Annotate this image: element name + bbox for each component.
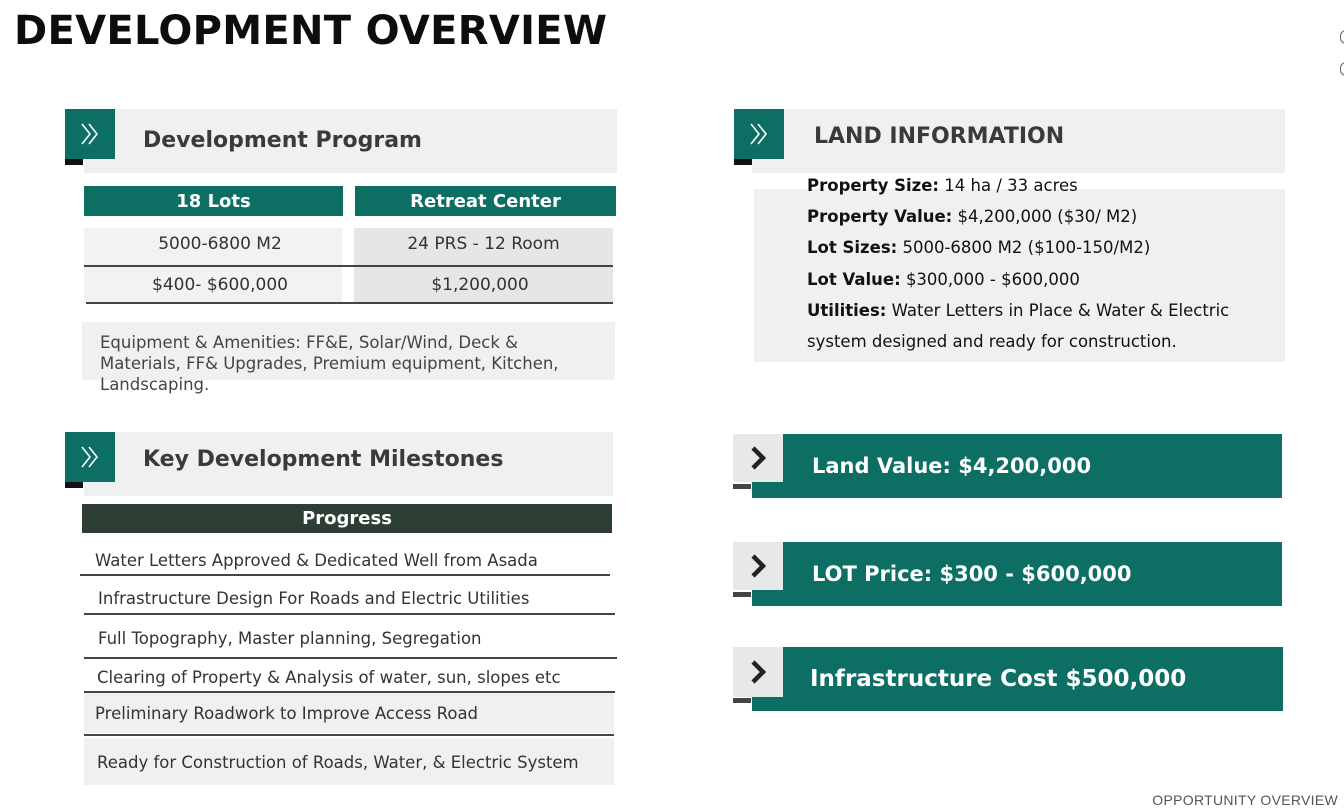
- table-rule: [86, 302, 613, 304]
- banner-chevron-box: [733, 434, 783, 482]
- double-chevron-icon: [76, 120, 104, 148]
- land-label: Utilities:: [807, 301, 887, 320]
- land-label: Property Value:: [807, 207, 953, 226]
- milestones-tick: [65, 482, 83, 488]
- program-cell: $400- $600,000: [152, 275, 288, 295]
- amenities-text: Equipment & Amenities: FF&E, Solar/Wind, Deck & Materials, FF& Upgrades, Premium equipment, Kitchen, Landscaping.: [82, 322, 615, 380]
- lot-price-banner: [752, 542, 1282, 606]
- land-value: 14 ha / 33 acres: [944, 176, 1078, 195]
- program-icon-box: [65, 109, 115, 159]
- banner-tick: [733, 484, 751, 489]
- program-cell: $1,200,000: [431, 275, 529, 295]
- program-col-header: 18 Lots: [84, 186, 343, 216]
- program-title: Development Program: [143, 128, 422, 153]
- milestone-rule: [84, 734, 614, 736]
- milestones-title: Key Development Milestones: [143, 447, 504, 472]
- chevron-right-icon: [747, 445, 769, 471]
- land-value: Water Letters in Place & Water & Electric: [891, 301, 1230, 320]
- banner-text: Infrastructure Cost $500,000: [810, 666, 1187, 692]
- land-utilities-continued: system designed and ready for construction.: [807, 332, 1177, 351]
- program-cell: 5000-6800 M2: [158, 234, 282, 254]
- land-label: Property Size:: [807, 176, 940, 195]
- milestone-rule: [84, 613, 615, 615]
- banner-text: LOT Price: $300 - $600,000: [812, 562, 1132, 586]
- footer-label: OPPORTUNITY OVERVIEW: [1152, 792, 1338, 808]
- edge-bracket: [1340, 30, 1344, 44]
- land-item-property-value: [807, 207, 1137, 226]
- land-title: LAND INFORMATION: [814, 124, 1065, 149]
- land-tick: [734, 159, 752, 165]
- land-value: 5000-6800 M2 ($100-150/M2): [902, 238, 1151, 257]
- banner-tick: [733, 698, 751, 703]
- land-item-lot-sizes: [807, 238, 1150, 257]
- infrastructure-cost-banner: [752, 647, 1283, 711]
- milestone-item: Preliminary Roadwork to Improve Access Road: [95, 703, 479, 723]
- land-value: $300,000 - $600,000: [905, 270, 1080, 289]
- milestones-icon-box: [65, 432, 115, 482]
- land-value: $4,200,000 ($30/ M2): [957, 207, 1138, 226]
- land-label: Lot Value:: [807, 270, 901, 289]
- banner-chevron-box: [733, 647, 783, 697]
- banner-tick: [733, 592, 751, 597]
- milestone-item: Ready for Construction of Roads, Water, & Electric System: [97, 752, 579, 772]
- banner-chevron-box: [733, 542, 783, 590]
- land-item-utilities: [807, 301, 1229, 320]
- chevron-right-icon: [747, 553, 769, 579]
- program-cell: 24 PRS - 12 Room: [407, 234, 560, 254]
- edge-bracket: [1340, 62, 1344, 76]
- milestone-rule: [80, 574, 610, 576]
- program-tick: [65, 159, 83, 165]
- land-label: Lot Sizes:: [807, 238, 898, 257]
- progress-header: Progress: [82, 504, 612, 533]
- table-rule: [84, 265, 613, 267]
- double-chevron-icon: [745, 120, 773, 148]
- chevron-right-icon: [747, 659, 769, 685]
- milestone-item: Infrastructure Design For Roads and Electric Utilities: [98, 588, 530, 608]
- milestone-item: Water Letters Approved & Dedicated Well from Asada: [95, 550, 538, 570]
- banner-text: Land Value: $4,200,000: [812, 454, 1092, 478]
- page-title: DEVELOPMENT OVERVIEW: [14, 8, 608, 54]
- land-item-property-size: [807, 176, 1078, 195]
- milestone-item: Clearing of Property & Analysis of water, sun, slopes etc: [97, 667, 561, 687]
- program-col-header: Retreat Center: [355, 186, 616, 216]
- land-value-banner: [752, 434, 1282, 498]
- land-item-lot-value: [807, 270, 1080, 289]
- double-chevron-icon: [76, 443, 104, 471]
- milestone-item: Full Topography, Master planning, Segregation: [98, 628, 482, 648]
- milestone-rule: [84, 657, 617, 659]
- land-icon-box: [734, 109, 784, 159]
